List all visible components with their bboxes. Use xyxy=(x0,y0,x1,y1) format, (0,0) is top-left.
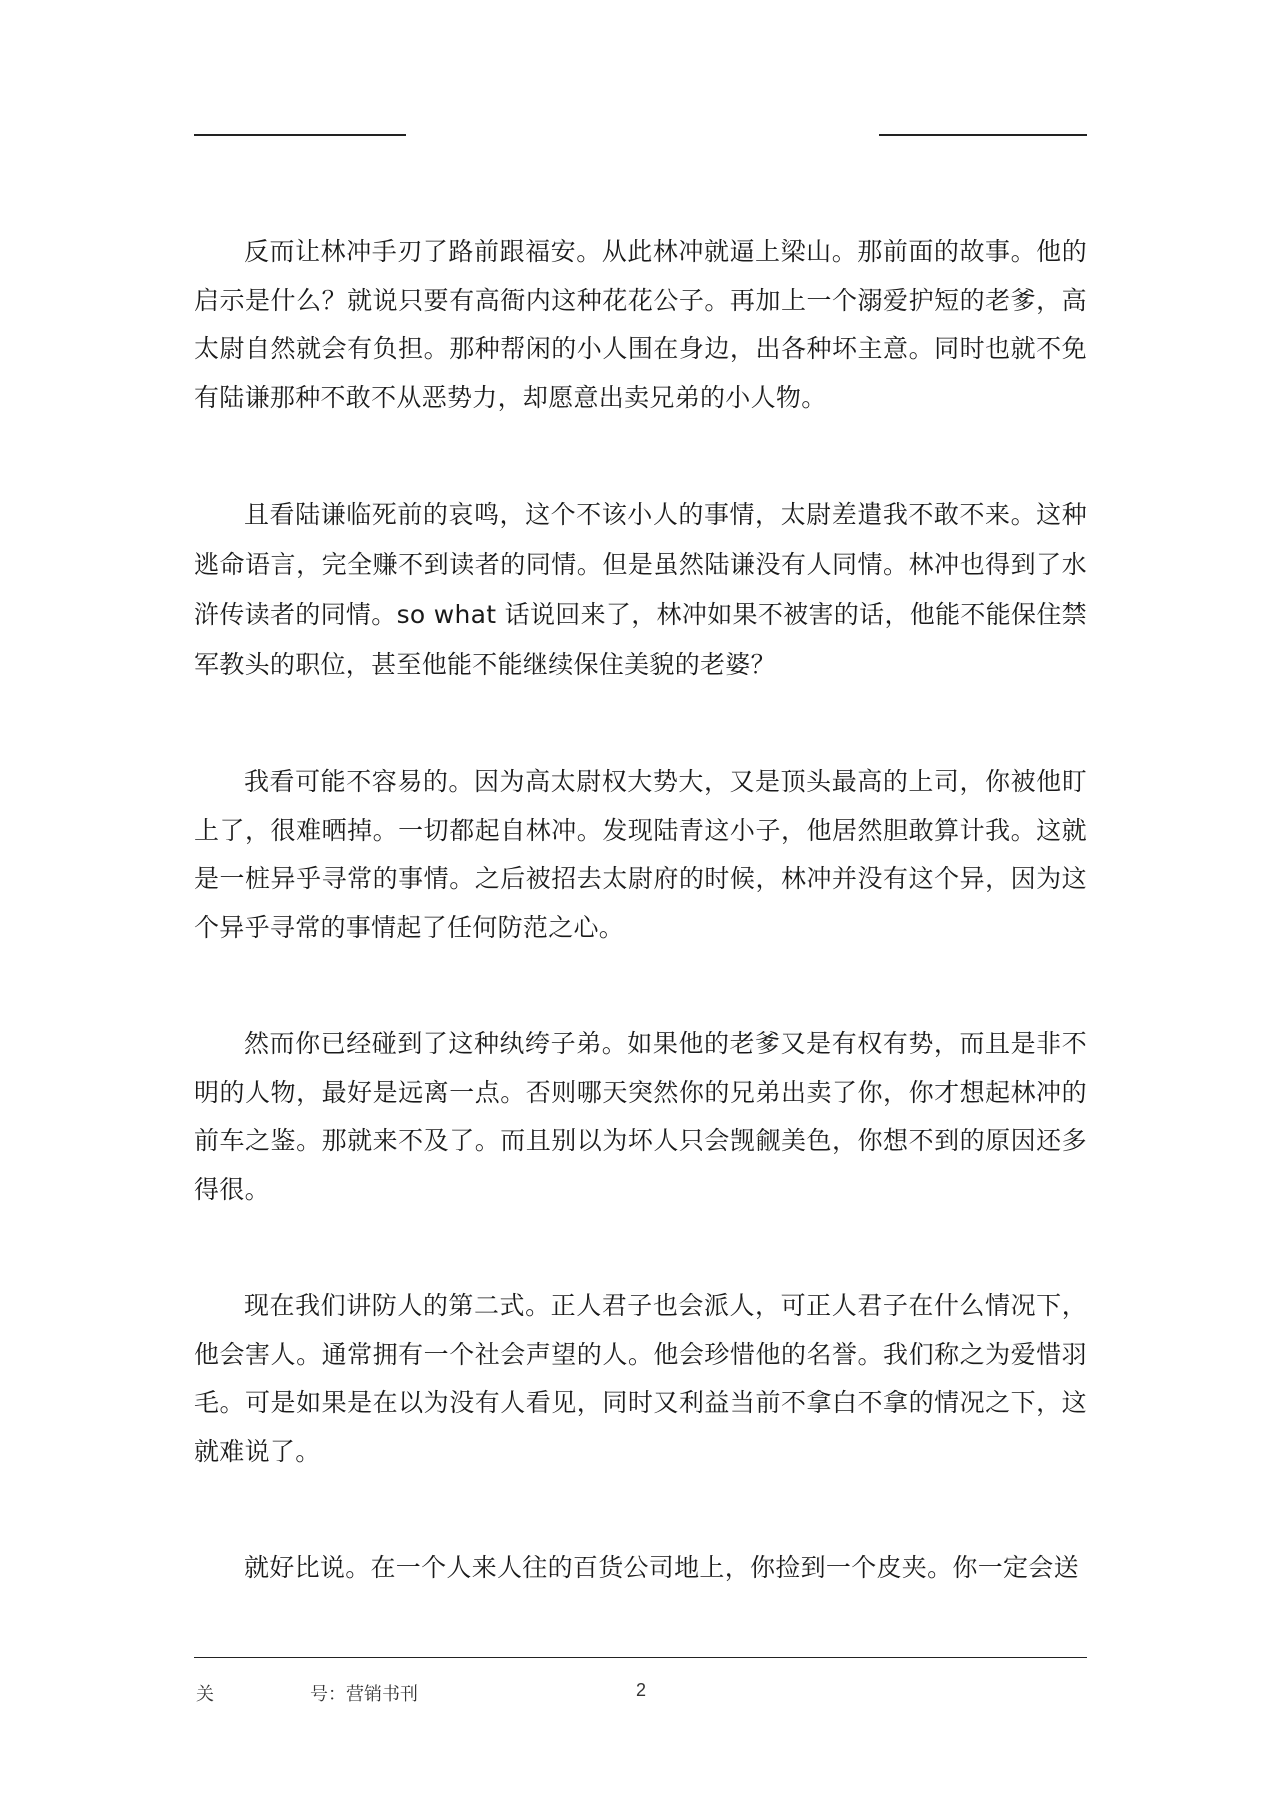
footer-label: 关 xyxy=(196,1684,214,1705)
paragraph-6: 就好比说。在一个人来人往的百货公司地上，你捡到一个皮夹。你一定会送 xyxy=(244,1553,1079,1582)
paragraph-2: 且看陆谦临死前的哀鸣，这个不该小人的事情，太尉差遣我不敢不来。这种逃命语言，完全赚不到读者的同情。但是虽然陆谦没有人同情。林冲也得到了水浒传读者的同情。so what 话说回来了，林冲如果不被害的话，他能不能保住禁军教头的职位，甚至他能不能继续保住美貌的老婆？ xyxy=(194,500,1087,679)
page-number: 2 xyxy=(636,1680,647,1700)
document-body xyxy=(194,228,1087,1661)
header-rule-left xyxy=(194,134,406,136)
paragraph-3: 我看可能不容易的。因为高太尉权大势大，又是顶头最高的上司，你被他盯上了，很难晒掉。一切都起自林冲。发现陆青这小子，他居然胆敢算计我。这就是一桩异乎寻常的事情。之后被招去太尉府的时候，林冲并没有这个异，因为这个异乎寻常的事情起了任何防范之心。 xyxy=(194,767,1087,942)
footer-publication: 号：营销书刊 xyxy=(310,1684,418,1705)
paragraph-5: 现在我们讲防人的第二式。正人君子也会派人，可正人君子在什么情况下，他会害人。通常拥有一个社会声望的人。他会珍惜他的名誉。我们称之为爱惜羽毛。可是如果是在以为没有人看见，同时又利益当前不拿白不拿的情况之下，这就难说了。 xyxy=(194,1291,1087,1466)
header-rule-right xyxy=(879,134,1087,136)
paragraph-4: 然而你已经碰到了这种纨绔子弟。如果他的老爹又是有权有势，而且是非不明的人物，最好是远离一点。否则哪天突然你的兄弟出卖了你，你才想起林冲的前车之鉴。那就来不及了。而且别以为坏人只会觊觎美色，你想不到的原因还多得很。 xyxy=(194,1029,1087,1204)
paragraph-1: 反而让林冲手刃了路前跟福安。从此林冲就逼上梁山。那前面的故事。他的启示是什么？就说只要有高衙内这种花花公子。再加上一个溺爱护短的老爹，高太尉自然就会有负担。那种帮闲的小人围在身边，出各种坏主意。同时也就不免有陆谦那种不敢不从恶势力，却愿意出卖兄弟的小人物。 xyxy=(194,237,1087,412)
footer-rule xyxy=(194,1657,1087,1658)
